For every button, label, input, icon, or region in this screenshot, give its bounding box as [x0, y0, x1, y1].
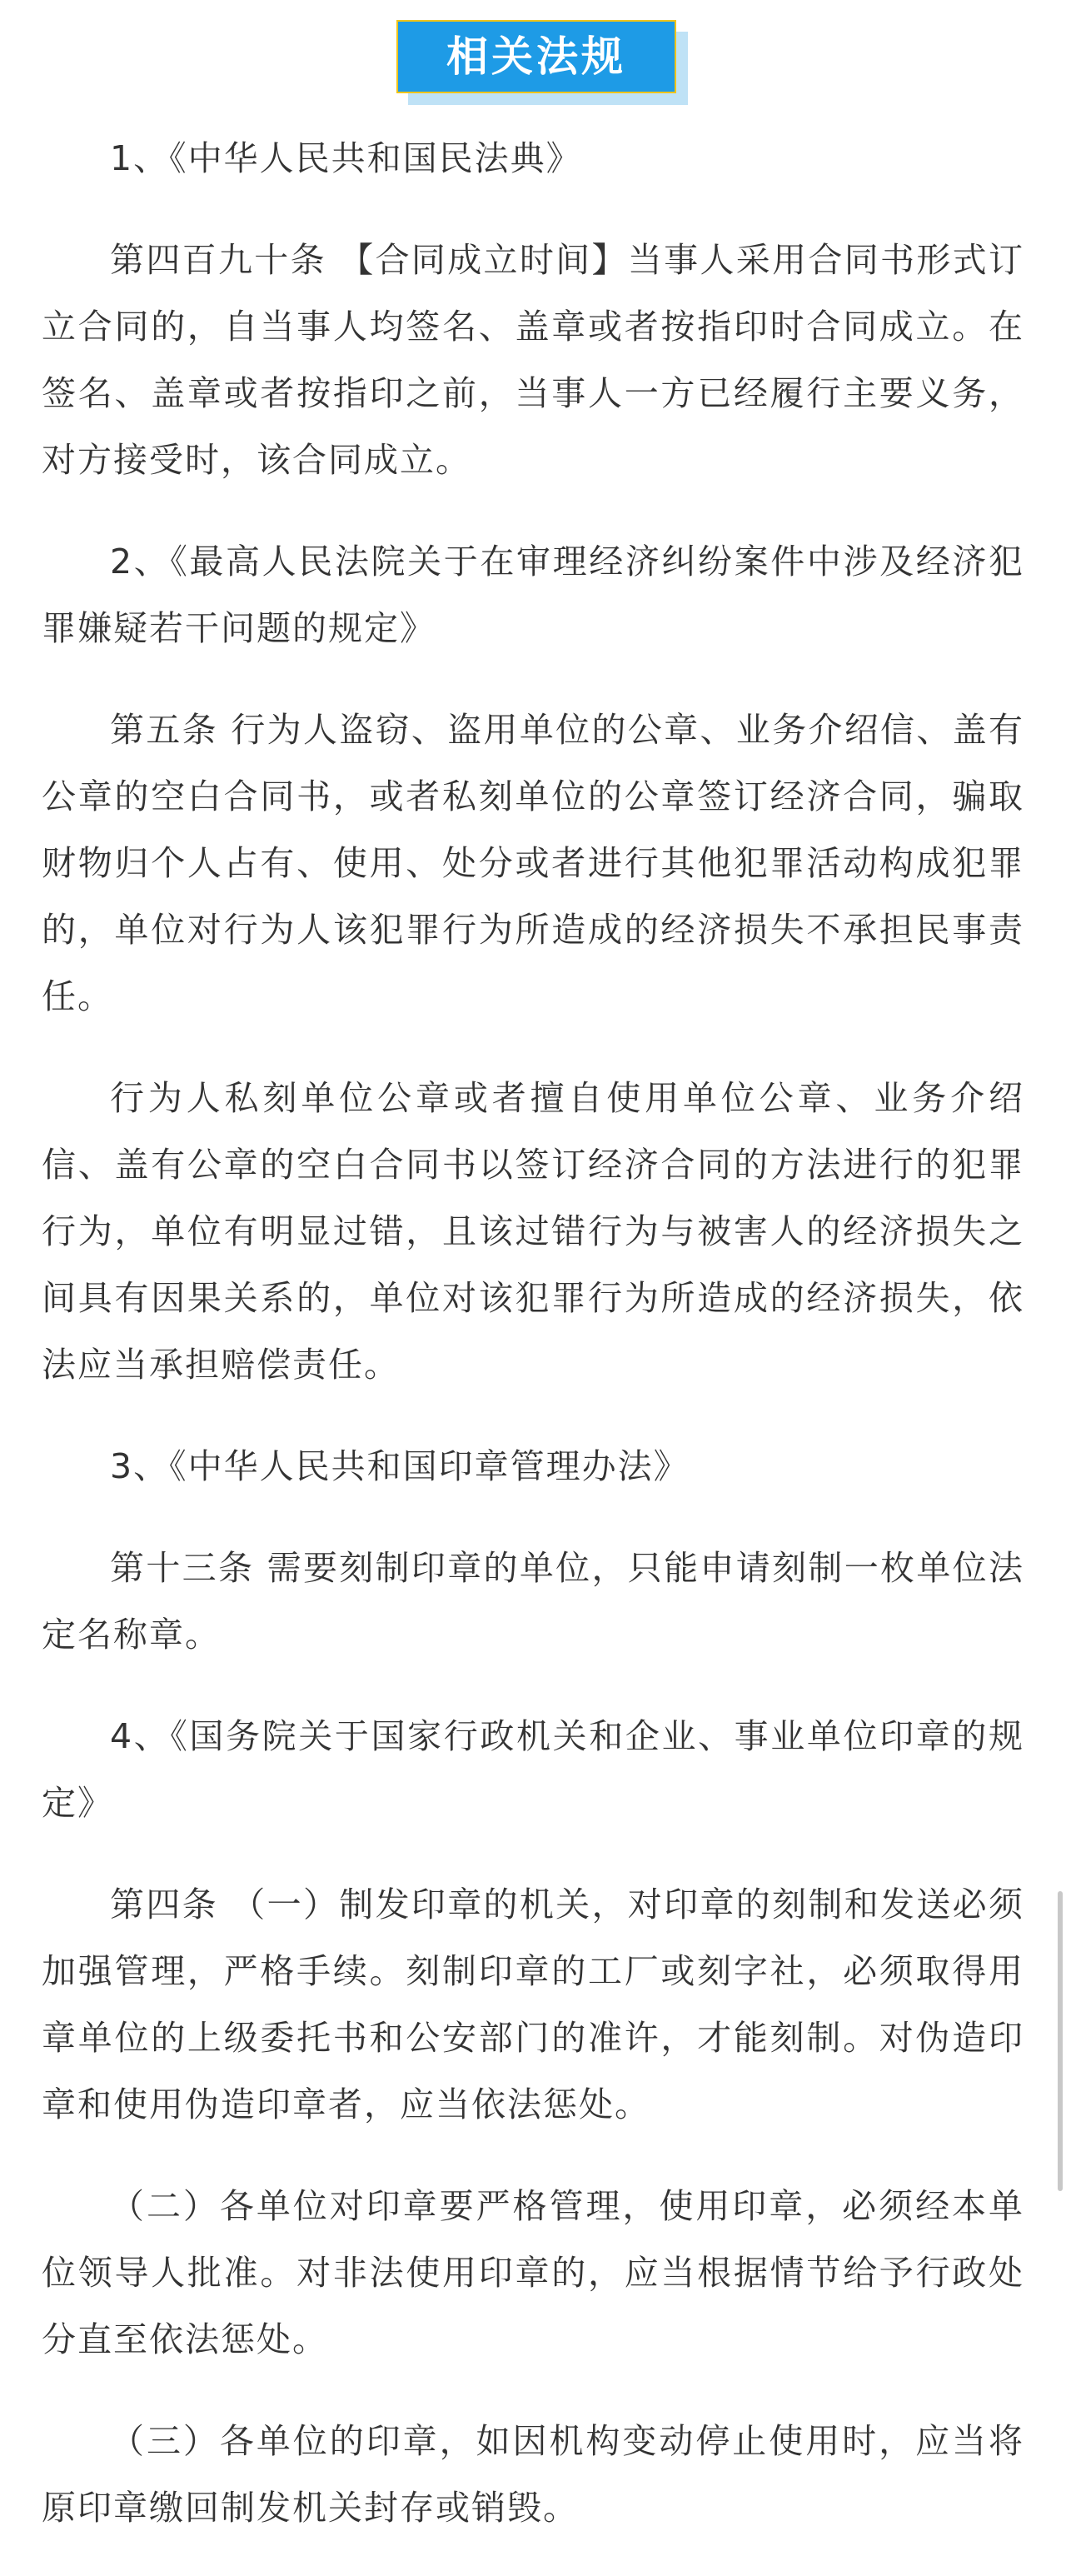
article-paragraph: （二）各单位对印章要严格管理，使用印章，必须经本单位领导人批准。对非法使用印章的，应当根据情节给予行政处分直至依法惩处。	[42, 2186, 1024, 2359]
law-heading-supreme-court-rules: 2、《最高人民法院关于在审理经济纠纷案件中涉及经济犯罪嫌疑若干问题的规定》	[42, 542, 1024, 648]
article-paragraph: 第五条 行为人盗窃、盗用单位的公章、业务介绍信、盖有公章的空白合同书，或者私刻单位的公章签订经济合同，骗取财物归个人占有、使用、处分或者进行其他犯罪活动构成犯罪的，单位对行为人该犯罪行为所造成的经济损失不承担民事责任。	[42, 710, 1024, 1016]
law-heading-seal-management: 3、《中华人民共和国印章管理办法》	[110, 1446, 690, 1486]
article-paragraph: （三）各单位的印章，如因机构变动停止使用时，应当将原印章缴回制发机关封存或销毁。	[42, 2421, 1024, 2528]
article-body	[42, 125, 1024, 2576]
article-paragraph: 第四百九十条 【合同成立时间】当事人采用合同书形式订立合同的，自当事人均签名、盖章或者按指印时合同成立。在签名、盖章或者按指印之前，当事人一方已经履行主要义务，对方接受时，该合同成立。	[42, 240, 1024, 480]
law-heading-civil-code: 1、《中华人民共和国民法典》	[110, 138, 582, 178]
law-heading-state-council-seals: 4、《国务院关于国家行政机关和企业、事业单位印章的规定》	[42, 1716, 1024, 1823]
article-paragraph: 行为人私刻单位公章或者擅自使用单位公章、业务介绍信、盖有公章的空白合同书以签订经济合同的方法进行的犯罪行为，单位有明显过错，且该过错行为与被害人的经济损失之间具有因果关系的，单位对该犯罪行为所造成的经济损失，依法应当承担赔偿责任。	[42, 1078, 1024, 1385]
section-title-badge	[396, 20, 688, 105]
scrollbar[interactable]	[1058, 1891, 1063, 2191]
article-paragraph: 第十三条 需要刻制印章的单位，只能申请刻制一枚单位法定名称章。	[42, 1548, 1024, 1655]
section-title: 相关法规	[396, 20, 676, 93]
article-paragraph: 第四条 （一）制发印章的机关，对印章的刻制和发送必须加强管理，严格手续。刻制印章的工厂或刻字社，必须取得用章单位的上级委托书和公安部门的准许，才能刻制。对伪造印章和使用伪造印章者，应当依法惩处。	[42, 1885, 1024, 2124]
